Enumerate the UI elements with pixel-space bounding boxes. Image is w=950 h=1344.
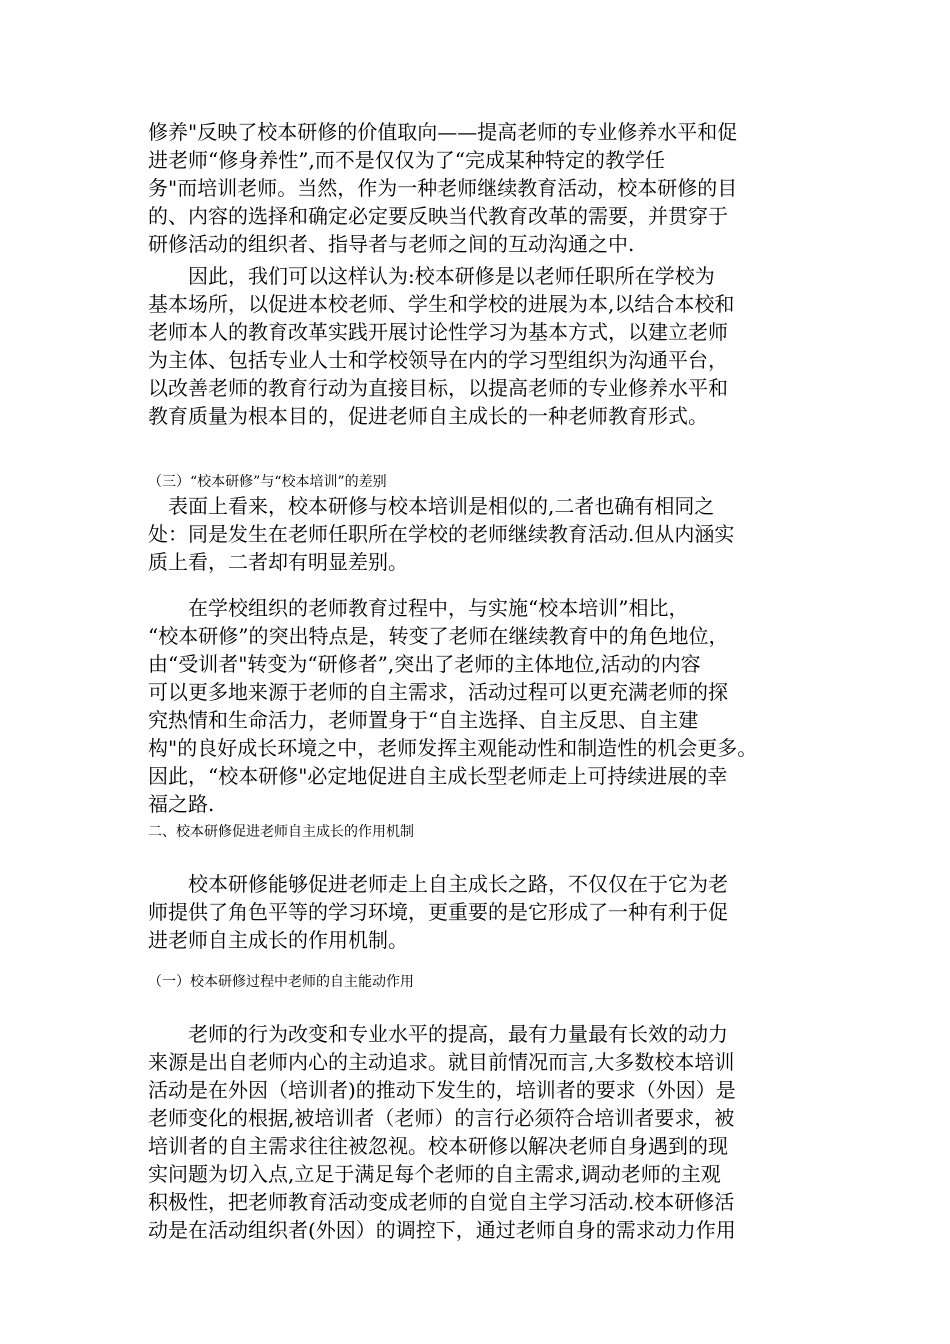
text-line: 研修活动的组织者、指导者与老师之间的互动沟通之中. [148, 232, 635, 256]
paragraph-role-change [148, 594, 818, 818]
text-line: 教育质量为根本目的，促进老师自主成长的一种老师教育形式。 [148, 404, 708, 428]
text-line: 进老师自主成长的作用机制。 [148, 928, 408, 952]
text-line: “校本研修”的突出特点是，转变了老师在继续教育中的角色地位， [148, 624, 729, 648]
text-line: 究热情和生命活力，老师置身于“自主选择、自主反思、自主建 [148, 708, 699, 732]
text-line: 处：同是发生在老师任职所在学校的老师继续教育活动.但从内涵实 [148, 522, 735, 546]
text-line: 质上看，二者却有明显差别。 [148, 550, 408, 574]
text-line: 表面上看来，校本研修与校本培训是相似的,二者也确有相同之 [148, 494, 715, 518]
text-line: 务"而培训老师。当然，作为一种老师继续教育活动，校本研修的目 [148, 176, 738, 200]
text-line: 活动是在外因（培训者)的推动下发生的，培训者的要求（外因）是 [148, 1078, 736, 1102]
text-line: 老师变化的根据,被培训者（老师）的言行必须符合培训者要求，被 [148, 1106, 735, 1130]
text-line: 福之路. [148, 792, 215, 816]
paragraph-value-orientation [148, 118, 818, 258]
text-line: 培训者的自主需求往往被忽视。校本研修以解决老师自身遇到的现 [148, 1134, 728, 1158]
paragraph-surface-comparison [148, 492, 818, 576]
paragraph-autonomy [148, 1020, 818, 1244]
text-line: 为主体、包括专业人士和学校领导在内的学习型组织为沟通平台， [148, 348, 728, 372]
text-line: 由“受训者"转变为“研修者”,突出了老师的主体地位,活动的内容 [148, 652, 701, 676]
text-line: 可以更多地来源于老师的自主需求，活动过程可以更充满老师的探 [148, 680, 728, 704]
paragraph-definition [148, 262, 818, 430]
text-line: 在学校组织的老师教育过程中，与实施“校本培训”相比， [148, 596, 689, 620]
text-line: 进老师“修身养性”,而不是仅仅为了“完成某种特定的教学任 [148, 148, 666, 172]
subsection-heading-autonomy: （一）校本研修过程中老师的自主能动作用 [148, 974, 414, 990]
text-line: 来源是出自老师内心的主动追求。就目前情况而言,大多数校本培训 [148, 1050, 735, 1074]
text-line: 的、内容的选择和确定必定要反映当代教育改革的需要，并贯穿于 [148, 204, 728, 228]
text-line: 基本场所，以促进本校老师、学生和学校的进展为本,以结合本校和 [148, 292, 735, 316]
text-line: 因此，我们可以这样认为:校本研修是以老师任职所在学校为 [148, 264, 715, 288]
paragraph-mechanism-intro [148, 870, 818, 954]
text-line: 积极性，把老师教育活动变成老师的自觉自主学习活动.校本研修活 [148, 1190, 735, 1214]
text-line: 修养"反映了校本研修的价值取向——提高老师的专业修养水平和促 [148, 120, 738, 144]
text-line: 老师的行为改变和专业水平的提高，最有力量最有长效的动力 [148, 1022, 728, 1046]
text-line: 因此，“校本研修"必定地促进自主成长型老师走上可持续进展的幸 [148, 764, 728, 788]
text-line: 动是在活动组织者(外因）的调控下，通过老师自身的需求动力作用 [148, 1218, 736, 1242]
text-line: 师提供了角色平等的学习环境，更重要的是它形成了一种有利于促 [148, 900, 728, 924]
section-heading-differences: （三）“校本研修”与“校本培训”的差别 [148, 474, 387, 490]
text-line: 以改善老师的教育行动为直接目标，以提高老师的专业修养水平和 [148, 376, 728, 400]
section-heading-mechanism: 二、校本研修促进老师自主成长的作用机制 [148, 824, 414, 840]
text-line: 校本研修能够促进老师走上自主成长之路，不仅仅在于它为老 [148, 872, 728, 896]
text-line: 实问题为切入点,立足于满足每个老师的自主需求,调动老师的主观 [148, 1162, 721, 1186]
text-line: 老师本人的教育改革实践开展讨论性学习为基本方式，以建立老师 [148, 320, 728, 344]
text-line: 构"的良好成长环境之中，老师发挥主观能动性和制造性的机会更多。 [148, 736, 758, 760]
